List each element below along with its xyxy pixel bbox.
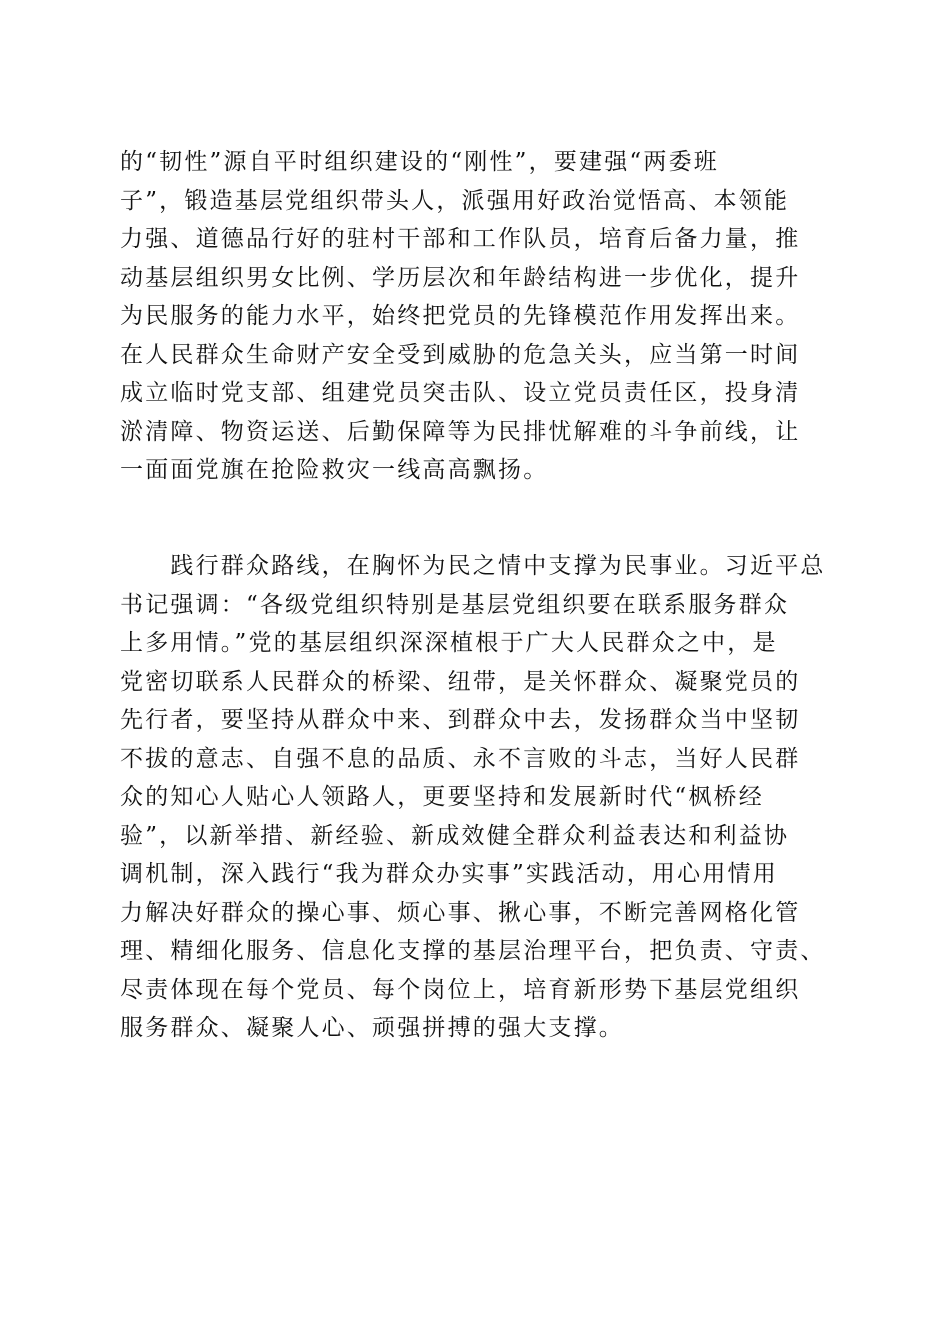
paragraph-line: 上多用情。”党的基层组织深深植根于广大人民群众之中，是 — [120, 630, 778, 656]
paragraph-1 — [120, 143, 840, 490]
paragraph-line: 践行群众路线，在胸怀为民之情中支撑为民事业。习近平总 — [120, 553, 826, 579]
paragraph-line: 成立临时党支部、组建党员突击队、设立党员责任区，投身清 — [120, 380, 801, 406]
paragraph-line: 的“韧性”源自平时组织建设的“刚性”，要建强“两委班 — [120, 149, 719, 175]
paragraph-line: 子”，锻造基层党组织带头人，派强用好政治觉悟高、本领能 — [120, 187, 790, 214]
paragraph-line: 在人民群众生命财产安全受到威胁的危急关头，应当第一时间 — [120, 341, 801, 368]
paragraph-line: 书记强调：“各级党组织特别是基层党组织要在联系服务群众 — [120, 591, 790, 618]
paragraph-2 — [120, 547, 840, 1048]
paragraph-line: 先行者，要坚持从群众中来、到群众中去，发扬群众当中坚韧 — [120, 707, 801, 733]
paragraph-line: 一面面党旗在抢险救灾一线高高飘扬。 — [120, 457, 549, 483]
paragraph-line: 为民服务的能力水平，始终把党员的先锋模范作用发挥出来。 — [120, 303, 801, 329]
paragraph-line: 力强、道德品行好的驻村干部和工作队员，培育后备力量，推 — [120, 226, 801, 252]
paragraph-line: 众的知心人贴心人领路人，更要坚持和发展新时代“枫桥经 — [120, 784, 764, 810]
paragraph-line: 服务群众、凝聚人心、顽强拼搏的强大支撑。 — [120, 1015, 624, 1041]
paragraph-line: 验”，以新举措、新经验、新成效健全群众利益表达和利益协 — [120, 822, 790, 849]
paragraph-line: 力解决好群众的操心事、烦心事、揪心事，不断完善网格化管 — [120, 899, 801, 926]
paragraph-line: 理、精细化服务、信息化支撑的基层治理平台，把负责、守责、 — [120, 938, 826, 964]
paragraph-line: 尽责体现在每个党员、每个岗位上，培育新形势下基层党组织 — [120, 976, 801, 1003]
paragraph-line: 党密切联系人民群众的桥梁、纽带，是关怀群众、凝聚党员的 — [120, 668, 801, 695]
paragraph-line: 动基层组织男女比例、学历层次和年龄结构进一步优化，提升 — [120, 264, 801, 291]
paragraph-line: 调机制，深入践行“我为群众办实事”实践活动，用心用情用 — [120, 861, 778, 887]
paragraph-line: 不拔的意志、自强不息的品质、永不言败的斗志，当好人民群 — [120, 745, 801, 772]
paragraph-line: 淤清障、物资运送、后勤保障等为民排忧解难的斗争前线，让 — [120, 418, 801, 445]
